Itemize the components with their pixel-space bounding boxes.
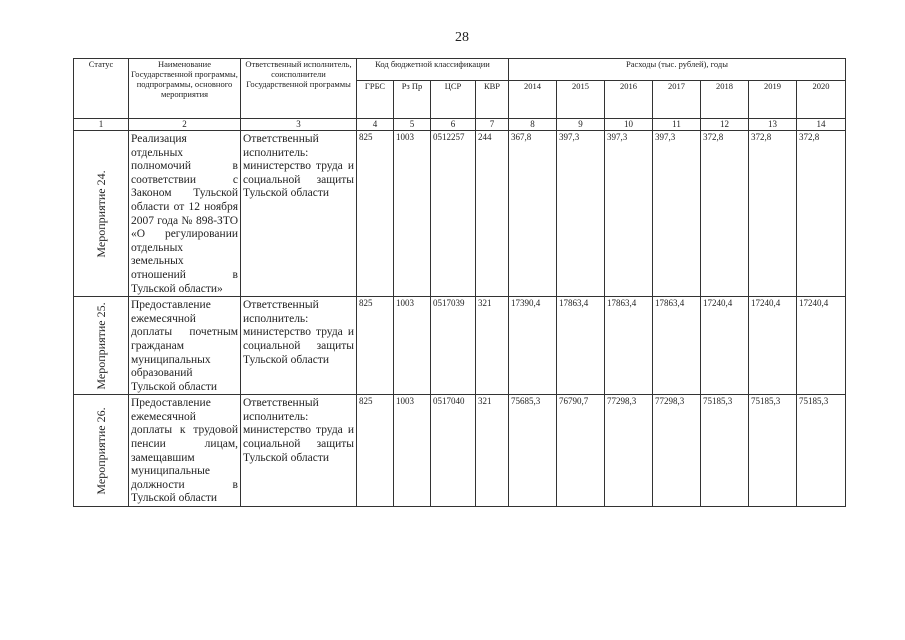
table-row [74, 395, 846, 507]
col-number: 11 [653, 119, 701, 131]
value-cell: 75185,3 [797, 395, 846, 507]
rzpr-cell: 1003 [394, 297, 431, 395]
value-cell: 77298,3 [653, 395, 701, 507]
grbs-cell: 825 [357, 297, 394, 395]
measure-name: Предоставление ежемесячной доплаты к трудовой пенсии лицам, замещавшим муниципальные должности в Тульской области [129, 395, 241, 507]
header-expenses: Расходы (тыс. рублей), годы [509, 59, 846, 81]
value-cell: 17390,4 [509, 297, 557, 395]
col-number: 14 [797, 119, 846, 131]
col-number: 13 [749, 119, 797, 131]
csr-cell: 0512257 [431, 131, 476, 297]
value-cell: 75685,3 [509, 395, 557, 507]
header-name: Наименование Государственной программы, подпрограммы, основного мероприятия [129, 59, 241, 119]
header-csr: ЦСР [431, 81, 476, 119]
header-year: 2017 [653, 81, 701, 119]
col-number: 2 [129, 119, 241, 131]
csr-cell: 0517039 [431, 297, 476, 395]
header-year: 2020 [797, 81, 846, 119]
value-cell: 77298,3 [605, 395, 653, 507]
col-number: 4 [357, 119, 394, 131]
value-cell: 17240,4 [749, 297, 797, 395]
value-cell: 397,3 [653, 131, 701, 297]
col-number: 5 [394, 119, 431, 131]
value-cell: 17240,4 [797, 297, 846, 395]
kvr-cell: 321 [476, 395, 509, 507]
header-year: 2016 [605, 81, 653, 119]
header-executor: Ответственный исполнитель, соисполнители Государственной программы [241, 59, 357, 119]
value-cell: 397,3 [605, 131, 653, 297]
value-cell: 75185,3 [701, 395, 749, 507]
status-cell: Мероприятие 26. [74, 395, 129, 507]
measure-executor: Ответственный исполнитель: министерство труда и социальной защиты Тульской области [241, 131, 357, 297]
kvr-cell: 321 [476, 297, 509, 395]
col-number: 12 [701, 119, 749, 131]
col-number: 6 [431, 119, 476, 131]
value-cell: 367,8 [509, 131, 557, 297]
rzpr-cell: 1003 [394, 395, 431, 507]
status-cell: Мероприятие 25. [74, 297, 129, 395]
col-number: 9 [557, 119, 605, 131]
header-status: Статус [74, 59, 129, 119]
header-budget-code: Код бюджетной классификации [357, 59, 509, 81]
value-cell: 372,8 [701, 131, 749, 297]
col-number: 10 [605, 119, 653, 131]
value-cell: 76790,7 [557, 395, 605, 507]
value-cell: 372,8 [797, 131, 846, 297]
header-rzpr: Рз Пр [394, 81, 431, 119]
value-cell: 397,3 [557, 131, 605, 297]
header-year: 2014 [509, 81, 557, 119]
col-number: 8 [509, 119, 557, 131]
measure-executor: Ответственный исполнитель: министерство труда и социальной защиты Тульской области [241, 395, 357, 507]
measure-name: Предоставление ежемесячной доплаты почетным гражданам муниципальных образований Тульской области [129, 297, 241, 395]
value-cell: 17863,4 [605, 297, 653, 395]
status-cell: Мероприятие 24. [74, 131, 129, 297]
header-year: 2019 [749, 81, 797, 119]
page-number: 28 [455, 30, 469, 45]
measure-name: Реализация отдельных полномочий в соответствии с Законом Тульской области от 12 ноября 2007 года № 898-ЗТО «О регулировании отдельных земельных отношений в Тульской области» [129, 131, 241, 297]
header-grbs: ГРБС [357, 81, 394, 119]
header-year: 2018 [701, 81, 749, 119]
value-cell: 372,8 [749, 131, 797, 297]
csr-cell: 0517040 [431, 395, 476, 507]
header-year: 2015 [557, 81, 605, 119]
value-cell: 17863,4 [557, 297, 605, 395]
grbs-cell: 825 [357, 395, 394, 507]
budget-table [73, 58, 846, 507]
table-row [74, 131, 846, 297]
value-cell: 75185,3 [749, 395, 797, 507]
col-number: 7 [476, 119, 509, 131]
value-cell: 17863,4 [653, 297, 701, 395]
header-kvr: КВР [476, 81, 509, 119]
table-row [74, 297, 846, 395]
col-number: 3 [241, 119, 357, 131]
rzpr-cell: 1003 [394, 131, 431, 297]
measure-executor: Ответственный исполнитель: министерство труда и социальной защиты Тульской области [241, 297, 357, 395]
col-number: 1 [74, 119, 129, 131]
kvr-cell: 244 [476, 131, 509, 297]
value-cell: 17240,4 [701, 297, 749, 395]
grbs-cell: 825 [357, 131, 394, 297]
